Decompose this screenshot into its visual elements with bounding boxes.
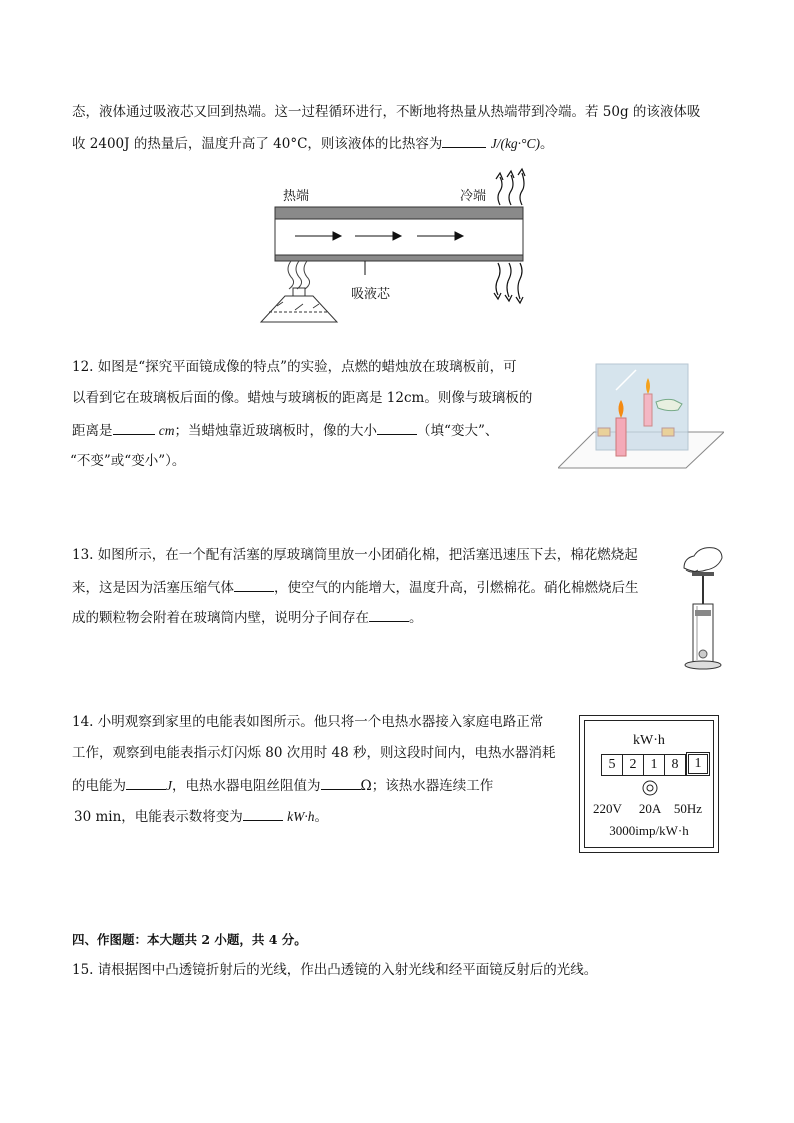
q14-line-1: 14. 小明观察到家里的电能表如图所示。他只将一个电热水器接入家庭电路正常 xyxy=(72,714,544,730)
meter-digit-decimal: 1 xyxy=(688,754,708,774)
piston-cylinder-figure xyxy=(676,540,724,672)
pipe-top-wall xyxy=(275,207,523,219)
electric-meter-figure xyxy=(579,715,719,853)
flame-icon xyxy=(288,261,310,289)
pipe-bottom-wall xyxy=(275,255,523,261)
q12-l3-c: （填“变大”、 xyxy=(417,423,499,439)
meter-spec-line xyxy=(593,801,702,817)
meter-digit-1: 5 xyxy=(601,754,623,776)
meter-current: 20A xyxy=(638,801,661,816)
q14-l3-a: 的电能为 xyxy=(72,778,126,794)
q12-distance-blank[interactable] xyxy=(113,420,155,435)
meter-indicator-icon xyxy=(641,779,659,797)
plane-mirror-figure xyxy=(558,360,724,472)
meter-digit-3: 1 xyxy=(644,754,665,776)
piston-handle xyxy=(692,572,714,576)
q14-energy-blank[interactable] xyxy=(126,775,166,790)
q11-line-1: 态，液体通过吸液芯又回到热端。这一过程循环进行，不断地将热量从热端带到冷端。若 50g 的该液体吸 xyxy=(72,104,701,120)
q12-l3-a: 距离是 xyxy=(72,423,113,439)
meter-voltage: 220V xyxy=(593,801,622,816)
cold-end-label: 冷端 xyxy=(460,189,487,204)
front-candle xyxy=(616,418,626,456)
q14-duration: 30 min xyxy=(74,809,122,825)
q13-line-3 xyxy=(72,607,423,628)
heat-out-arrows xyxy=(496,169,525,205)
q14-l4-c: 。 xyxy=(314,809,328,825)
piston-head xyxy=(695,610,711,616)
q14-line-3 xyxy=(72,775,493,796)
q14-reading-blank[interactable] xyxy=(243,806,283,821)
q13-line-1: 13. 如图所示，在一个配有活塞的厚玻璃筒里放一小团硝化棉，把活塞迅速压下去，棉花燃烧起 xyxy=(72,547,638,563)
heat-pipe-figure xyxy=(255,160,545,335)
image-candle xyxy=(644,394,652,426)
q11-answer-blank[interactable] xyxy=(442,133,486,148)
q14-resistance-blank[interactable] xyxy=(321,775,361,790)
hot-end-label: 热端 xyxy=(283,189,310,204)
hand-on-piston-icon xyxy=(684,548,722,572)
q14-kwh-unit: kW·h xyxy=(287,809,315,824)
meter-digit-4: 8 xyxy=(665,754,686,776)
q13-l3-b: 。 xyxy=(409,610,423,626)
meter-impulse-constant: 3000imp/kW·h xyxy=(609,823,689,838)
q14-joule-unit: J xyxy=(166,778,172,793)
q13-l2-a: 来，这是因为活塞压缩气体 xyxy=(72,580,234,596)
block-right xyxy=(662,428,674,436)
q11-end: 。 xyxy=(539,136,554,152)
wick-label: 吸液芯 xyxy=(351,287,391,302)
cold-down-arrows xyxy=(494,263,523,303)
meter-digit-2: 2 xyxy=(623,754,644,776)
q14-l3-b: ，电热水器电阻丝阻值为 xyxy=(172,778,321,794)
q12-line-2: 以看到它在玻璃板后面的像。蜡烛与玻璃板的距离是 12cm。则像与玻璃板的 xyxy=(72,390,533,406)
q14-line-2: 工作，观察到电能表指示灯闪烁 80 次用时 48 秒，则这段时间内，电热水器消耗 xyxy=(72,745,556,761)
q14-ohm-unit: Ω xyxy=(360,778,372,794)
q12-line-1: 12. 如图是“探究平面镜成像的特点”的实验，点燃的蜡烛放在玻璃板前，可 xyxy=(72,359,517,375)
q11-unit: J/(kg·°C) xyxy=(490,136,540,151)
q12-l3-b: ；当蜡烛靠近玻璃板时，像的大小 xyxy=(174,423,378,439)
q12-size-blank[interactable] xyxy=(377,420,417,435)
q13-l3-a: 成的颗粒物会附着在玻璃筒内壁，说明分子间存在 xyxy=(72,610,369,626)
q12-cm-unit: cm xyxy=(158,423,175,438)
q13-force-blank[interactable] xyxy=(369,607,409,622)
q14-l4-b: ，电能表示数将变为 xyxy=(121,809,243,825)
meter-unit: kW·h xyxy=(633,733,665,748)
q12-line-4: “不变”或“变小”）。 xyxy=(70,453,186,469)
alcohol-lamp-icon xyxy=(261,288,337,322)
meter-frequency: 50Hz xyxy=(673,801,702,816)
q13-line-2 xyxy=(72,577,639,598)
q12-line-3 xyxy=(72,420,498,441)
cotton-ball xyxy=(699,650,707,658)
q11-line-2-text: 收 2400J 的热量后，温度升高了 40°C，则该液体的比热容为 xyxy=(72,136,443,152)
q13-l2-b: ，使空气的内能增大，温度升高，引燃棉花。硝化棉燃烧后生 xyxy=(274,580,639,596)
q14-l3-c: ；该热水器连续工作 xyxy=(371,778,494,794)
q13-work-blank[interactable] xyxy=(234,577,274,592)
cylinder-base xyxy=(685,661,721,669)
q11-line-2 xyxy=(72,133,553,154)
meter-digits xyxy=(601,754,708,776)
section-4-title: 四、作图题：本大题共 2 小题，共 4 分。 xyxy=(72,932,307,947)
q14-line-4 xyxy=(74,806,328,827)
block-left xyxy=(598,428,610,436)
q15-text: 15. 请根据图中凸透镜折射后的光线，作出凸透镜的入射光线和经平面镜反射后的光线。 xyxy=(72,962,598,978)
